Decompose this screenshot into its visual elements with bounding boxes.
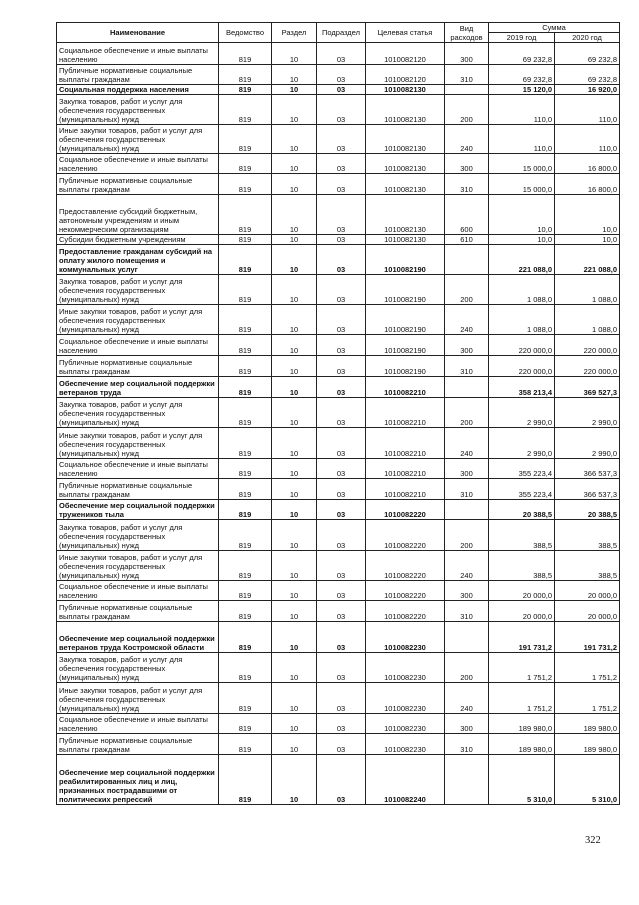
row-expense-type: 310: [445, 65, 489, 85]
row-dept: 819: [219, 683, 272, 714]
row-dept: 819: [219, 755, 272, 805]
row-section: 10: [272, 85, 317, 95]
row-sum-2019: 221 088,0: [489, 245, 555, 275]
row-expense-type: 610: [445, 235, 489, 245]
table-row: [57, 335, 620, 356]
row-target: 1010082210: [366, 398, 445, 428]
row-sum-2019: 1 751,2: [489, 683, 555, 714]
row-sum-2019: 1 088,0: [489, 275, 555, 305]
row-dept: 819: [219, 398, 272, 428]
row-name: Публичные нормативные социальные выплаты гражданам: [57, 65, 219, 85]
row-sum-2020: 20 000,0: [555, 601, 620, 622]
row-target: 1010082220: [366, 520, 445, 551]
row-target: 1010082130: [366, 195, 445, 235]
row-subsection: 03: [317, 683, 366, 714]
row-dept: 819: [219, 601, 272, 622]
row-name: Публичные нормативные социальные выплаты гражданам: [57, 174, 219, 195]
row-dept: 819: [219, 65, 272, 85]
row-subsection: 03: [317, 43, 366, 65]
row-sum-2019: 2 990,0: [489, 428, 555, 459]
row-name: Публичные нормативные социальные выплаты гражданам: [57, 601, 219, 622]
row-target: 1010082130: [366, 174, 445, 195]
row-dept: 819: [219, 195, 272, 235]
row-sum-2020: 10,0: [555, 195, 620, 235]
row-sum-2019: 220 000,0: [489, 356, 555, 377]
table-row: [57, 43, 620, 65]
row-expense-type: 300: [445, 714, 489, 734]
row-sum-2019: 20 000,0: [489, 581, 555, 601]
header-subsection: Подраздел: [317, 23, 366, 43]
row-sum-2019: 355 223,4: [489, 459, 555, 479]
row-section: 10: [272, 245, 317, 275]
row-sum-2020: 2 990,0: [555, 428, 620, 459]
row-target: 1010082130: [366, 95, 445, 125]
row-subsection: 03: [317, 85, 366, 95]
row-subsection: 03: [317, 335, 366, 356]
row-expense-type: 310: [445, 174, 489, 195]
row-section: 10: [272, 356, 317, 377]
row-target: 1010082120: [366, 43, 445, 65]
table-row: [57, 195, 620, 235]
table-row: [57, 601, 620, 622]
table-row: [57, 479, 620, 500]
table-row: [57, 377, 620, 398]
row-subsection: 03: [317, 275, 366, 305]
row-target: 1010082240: [366, 755, 445, 805]
table-row: [57, 520, 620, 551]
row-dept: 819: [219, 43, 272, 65]
row-sum-2019: 191 731,2: [489, 622, 555, 653]
table-row: [57, 551, 620, 581]
row-expense-type: 240: [445, 305, 489, 335]
row-section: 10: [272, 428, 317, 459]
table-body: [57, 43, 620, 805]
row-expense-type: [445, 500, 489, 520]
table-row: [57, 734, 620, 755]
row-target: 1010082230: [366, 734, 445, 755]
row-subsection: 03: [317, 714, 366, 734]
row-expense-type: 300: [445, 43, 489, 65]
row-sum-2020: 189 980,0: [555, 714, 620, 734]
row-expense-type: 310: [445, 601, 489, 622]
row-expense-type: 200: [445, 520, 489, 551]
row-sum-2019: 5 310,0: [489, 755, 555, 805]
row-name: Предоставление субсидий бюджетным, автономным учреждениям и иным некоммерческим организациям: [57, 195, 219, 235]
table-row: [57, 653, 620, 683]
row-subsection: 03: [317, 95, 366, 125]
row-section: 10: [272, 174, 317, 195]
row-sum-2019: 2 990,0: [489, 398, 555, 428]
row-name: Социальное обеспечение и иные выплаты населению: [57, 43, 219, 65]
row-dept: 819: [219, 520, 272, 551]
row-dept: 819: [219, 245, 272, 275]
row-sum-2020: 366 537,3: [555, 459, 620, 479]
row-target: 1010082230: [366, 622, 445, 653]
row-section: 10: [272, 520, 317, 551]
row-dept: 819: [219, 551, 272, 581]
row-section: 10: [272, 551, 317, 581]
row-subsection: 03: [317, 195, 366, 235]
row-dept: 819: [219, 95, 272, 125]
row-sum-2019: 15 000,0: [489, 174, 555, 195]
row-section: 10: [272, 154, 317, 174]
table-row: [57, 154, 620, 174]
row-section: 10: [272, 377, 317, 398]
row-name: Иные закупки товаров, работ и услуг для обеспечения государственных (муниципальных) нужд: [57, 305, 219, 335]
row-section: 10: [272, 43, 317, 65]
row-dept: 819: [219, 174, 272, 195]
header-name: Наименование: [57, 23, 219, 43]
budget-table-sheet: [56, 22, 619, 805]
row-name: Социальное обеспечение и иные выплаты населению: [57, 335, 219, 356]
row-subsection: 03: [317, 551, 366, 581]
row-sum-2020: 69 232,8: [555, 43, 620, 65]
row-dept: 819: [219, 356, 272, 377]
row-name: Публичные нормативные социальные выплаты гражданам: [57, 356, 219, 377]
row-name: Закупка товаров, работ и услуг для обеспечения государственных (муниципальных) нужд: [57, 520, 219, 551]
row-target: 1010082190: [366, 305, 445, 335]
row-sum-2019: 189 980,0: [489, 714, 555, 734]
row-name: Публичные нормативные социальные выплаты гражданам: [57, 734, 219, 755]
row-expense-type: 600: [445, 195, 489, 235]
row-sum-2020: 1 088,0: [555, 305, 620, 335]
row-dept: 819: [219, 714, 272, 734]
row-subsection: 03: [317, 125, 366, 154]
table-row: [57, 459, 620, 479]
row-target: 1010082210: [366, 377, 445, 398]
row-target: 1010082130: [366, 85, 445, 95]
row-expense-type: 240: [445, 428, 489, 459]
row-subsection: 03: [317, 235, 366, 245]
table-row: [57, 275, 620, 305]
header-section: Раздел: [272, 23, 317, 43]
row-subsection: 03: [317, 305, 366, 335]
row-section: 10: [272, 95, 317, 125]
header-expense-type: Вид расходов: [445, 23, 489, 43]
table-row: [57, 398, 620, 428]
row-name: Социальная поддержка населения: [57, 85, 219, 95]
row-target: 1010082130: [366, 125, 445, 154]
row-target: 1010082220: [366, 601, 445, 622]
row-sum-2020: 20 000,0: [555, 581, 620, 601]
row-target: 1010082230: [366, 653, 445, 683]
row-section: 10: [272, 755, 317, 805]
row-target: 1010082220: [366, 581, 445, 601]
row-subsection: 03: [317, 520, 366, 551]
row-expense-type: 200: [445, 95, 489, 125]
row-expense-type: 310: [445, 734, 489, 755]
row-expense-type: 310: [445, 356, 489, 377]
row-target: 1010082210: [366, 479, 445, 500]
row-dept: 819: [219, 275, 272, 305]
row-subsection: 03: [317, 356, 366, 377]
row-target: 1010082120: [366, 65, 445, 85]
row-name: Социальное обеспечение и иные выплаты населению: [57, 581, 219, 601]
row-subsection: 03: [317, 377, 366, 398]
row-subsection: 03: [317, 601, 366, 622]
row-name: Социальное обеспечение и иные выплаты населению: [57, 154, 219, 174]
row-name: Иные закупки товаров, работ и услуг для обеспечения государственных (муниципальных) нужд: [57, 683, 219, 714]
row-target: 1010082130: [366, 154, 445, 174]
row-subsection: 03: [317, 154, 366, 174]
row-expense-type: 240: [445, 551, 489, 581]
row-sum-2020: 16 800,0: [555, 154, 620, 174]
row-section: 10: [272, 581, 317, 601]
row-sum-2020: 110,0: [555, 125, 620, 154]
row-dept: 819: [219, 377, 272, 398]
row-sum-2019: 10,0: [489, 195, 555, 235]
row-dept: 819: [219, 305, 272, 335]
row-subsection: 03: [317, 622, 366, 653]
row-section: 10: [272, 305, 317, 335]
row-section: 10: [272, 601, 317, 622]
row-expense-type: 240: [445, 683, 489, 714]
row-sum-2020: 191 731,2: [555, 622, 620, 653]
table-row: [57, 85, 620, 95]
row-sum-2020: 5 310,0: [555, 755, 620, 805]
row-sum-2019: 388,5: [489, 551, 555, 581]
budget-table: [56, 22, 620, 805]
row-section: 10: [272, 622, 317, 653]
row-subsection: 03: [317, 428, 366, 459]
row-target: 1010082230: [366, 683, 445, 714]
table-row: [57, 125, 620, 154]
row-section: 10: [272, 398, 317, 428]
row-target: 1010082210: [366, 428, 445, 459]
row-name: Обеспечение мер социальной поддержки тружеников тыла: [57, 500, 219, 520]
header-sum: Сумма: [489, 23, 620, 33]
row-sum-2020: 220 000,0: [555, 335, 620, 356]
row-expense-type: 200: [445, 653, 489, 683]
row-sum-2019: 355 223,4: [489, 479, 555, 500]
row-expense-type: [445, 245, 489, 275]
row-dept: 819: [219, 154, 272, 174]
row-name: Закупка товаров, работ и услуг для обеспечения государственных (муниципальных) нужд: [57, 275, 219, 305]
row-name: Иные закупки товаров, работ и услуг для обеспечения государственных (муниципальных) нужд: [57, 125, 219, 154]
row-subsection: 03: [317, 734, 366, 755]
row-name: Субсидии бюджетным учреждениям: [57, 235, 219, 245]
row-sum-2019: 358 213,4: [489, 377, 555, 398]
row-expense-type: 300: [445, 335, 489, 356]
row-expense-type: [445, 622, 489, 653]
row-expense-type: [445, 755, 489, 805]
row-dept: 819: [219, 653, 272, 683]
row-sum-2020: 110,0: [555, 95, 620, 125]
row-sum-2019: 189 980,0: [489, 734, 555, 755]
row-dept: 819: [219, 479, 272, 500]
row-target: 1010082220: [366, 500, 445, 520]
row-sum-2020: 10,0: [555, 235, 620, 245]
row-target: 1010082190: [366, 245, 445, 275]
row-sum-2020: 1 751,2: [555, 683, 620, 714]
row-name: Иные закупки товаров, работ и услуг для обеспечения государственных (муниципальных) нужд: [57, 551, 219, 581]
row-sum-2020: 2 990,0: [555, 398, 620, 428]
table-row: [57, 755, 620, 805]
row-name: Закупка товаров, работ и услуг для обеспечения государственных (муниципальных) нужд: [57, 653, 219, 683]
row-section: 10: [272, 683, 317, 714]
table-row: [57, 356, 620, 377]
table-row: [57, 174, 620, 195]
row-sum-2019: 388,5: [489, 520, 555, 551]
row-sum-2020: 369 527,3: [555, 377, 620, 398]
table-row: [57, 65, 620, 85]
table-row: [57, 581, 620, 601]
row-sum-2019: 220 000,0: [489, 335, 555, 356]
row-name: Социальное обеспечение и иные выплаты населению: [57, 714, 219, 734]
table-row: [57, 683, 620, 714]
row-sum-2020: 220 000,0: [555, 356, 620, 377]
row-expense-type: 200: [445, 398, 489, 428]
row-expense-type: 200: [445, 275, 489, 305]
row-name: Обеспечение мер социальной поддержки реабилитированных лиц и лиц, признанных пострадавшими от политических репрессий: [57, 755, 219, 805]
row-dept: 819: [219, 734, 272, 755]
row-dept: 819: [219, 581, 272, 601]
row-section: 10: [272, 734, 317, 755]
row-expense-type: 240: [445, 125, 489, 154]
row-target: 1010082210: [366, 459, 445, 479]
row-subsection: 03: [317, 398, 366, 428]
row-section: 10: [272, 479, 317, 500]
table-row: [57, 714, 620, 734]
row-name: Закупка товаров, работ и услуг для обеспечения государственных (муниципальных) нужд: [57, 95, 219, 125]
row-section: 10: [272, 459, 317, 479]
row-name: Обеспечение мер социальной поддержки ветеранов труда Костромской области: [57, 622, 219, 653]
row-expense-type: [445, 85, 489, 95]
row-section: 10: [272, 653, 317, 683]
row-subsection: 03: [317, 459, 366, 479]
row-sum-2019: 15 000,0: [489, 154, 555, 174]
row-subsection: 03: [317, 755, 366, 805]
row-sum-2020: 69 232,8: [555, 65, 620, 85]
row-sum-2020: 366 537,3: [555, 479, 620, 500]
row-sum-2020: 221 088,0: [555, 245, 620, 275]
page-number: 322: [585, 835, 601, 846]
row-section: 10: [272, 275, 317, 305]
row-subsection: 03: [317, 500, 366, 520]
row-sum-2020: 20 388,5: [555, 500, 620, 520]
row-name: Закупка товаров, работ и услуг для обеспечения государственных (муниципальных) нужд: [57, 398, 219, 428]
row-sum-2020: 16 800,0: [555, 174, 620, 195]
row-sum-2019: 1 751,2: [489, 653, 555, 683]
header-target: Целевая статья: [366, 23, 445, 43]
header-year-2019: 2019 год: [489, 33, 555, 43]
row-name: Социальное обеспечение и иные выплаты населению: [57, 459, 219, 479]
row-sum-2020: 189 980,0: [555, 734, 620, 755]
row-section: 10: [272, 335, 317, 356]
row-name: Публичные нормативные социальные выплаты гражданам: [57, 479, 219, 500]
row-target: 1010082190: [366, 275, 445, 305]
row-dept: 819: [219, 459, 272, 479]
row-sum-2019: 69 232,8: [489, 65, 555, 85]
row-subsection: 03: [317, 174, 366, 195]
row-section: 10: [272, 500, 317, 520]
row-subsection: 03: [317, 479, 366, 500]
row-section: 10: [272, 65, 317, 85]
row-expense-type: 300: [445, 154, 489, 174]
row-dept: 819: [219, 85, 272, 95]
table-row: [57, 95, 620, 125]
row-sum-2020: 1 088,0: [555, 275, 620, 305]
row-section: 10: [272, 714, 317, 734]
row-target: 1010082190: [366, 335, 445, 356]
row-sum-2019: 1 088,0: [489, 305, 555, 335]
row-subsection: 03: [317, 653, 366, 683]
table-row: [57, 305, 620, 335]
row-section: 10: [272, 125, 317, 154]
row-sum-2020: 16 920,0: [555, 85, 620, 95]
row-dept: 819: [219, 428, 272, 459]
header-year-2020: 2020 год: [555, 33, 620, 43]
row-subsection: 03: [317, 65, 366, 85]
row-sum-2019: 15 120,0: [489, 85, 555, 95]
row-dept: 819: [219, 125, 272, 154]
row-expense-type: [445, 377, 489, 398]
row-sum-2019: 69 232,8: [489, 43, 555, 65]
row-sum-2020: 388,5: [555, 520, 620, 551]
header-dept: Ведомство: [219, 23, 272, 43]
row-sum-2020: 388,5: [555, 551, 620, 581]
row-expense-type: 310: [445, 479, 489, 500]
row-name: Предоставление гражданам субсидий на оплату жилого помещения и коммунальных услуг: [57, 245, 219, 275]
table-row: [57, 500, 620, 520]
row-dept: 819: [219, 622, 272, 653]
row-dept: 819: [219, 335, 272, 356]
row-dept: 819: [219, 235, 272, 245]
row-expense-type: 300: [445, 459, 489, 479]
row-section: 10: [272, 235, 317, 245]
table-row: [57, 245, 620, 275]
row-sum-2019: 110,0: [489, 95, 555, 125]
table-row: [57, 235, 620, 245]
row-section: 10: [272, 195, 317, 235]
row-name: Обеспечение мер социальной поддержки ветеранов труда: [57, 377, 219, 398]
row-expense-type: 300: [445, 581, 489, 601]
row-target: 1010082130: [366, 235, 445, 245]
row-sum-2019: 10,0: [489, 235, 555, 245]
row-target: 1010082220: [366, 551, 445, 581]
row-dept: 819: [219, 500, 272, 520]
row-subsection: 03: [317, 581, 366, 601]
table-row: [57, 428, 620, 459]
row-target: 1010082190: [366, 356, 445, 377]
row-name: Иные закупки товаров, работ и услуг для обеспечения государственных (муниципальных) нужд: [57, 428, 219, 459]
row-sum-2020: 1 751,2: [555, 653, 620, 683]
row-sum-2019: 20 388,5: [489, 500, 555, 520]
row-sum-2019: 20 000,0: [489, 601, 555, 622]
row-sum-2019: 110,0: [489, 125, 555, 154]
row-subsection: 03: [317, 245, 366, 275]
row-target: 1010082230: [366, 714, 445, 734]
table-row: [57, 622, 620, 653]
